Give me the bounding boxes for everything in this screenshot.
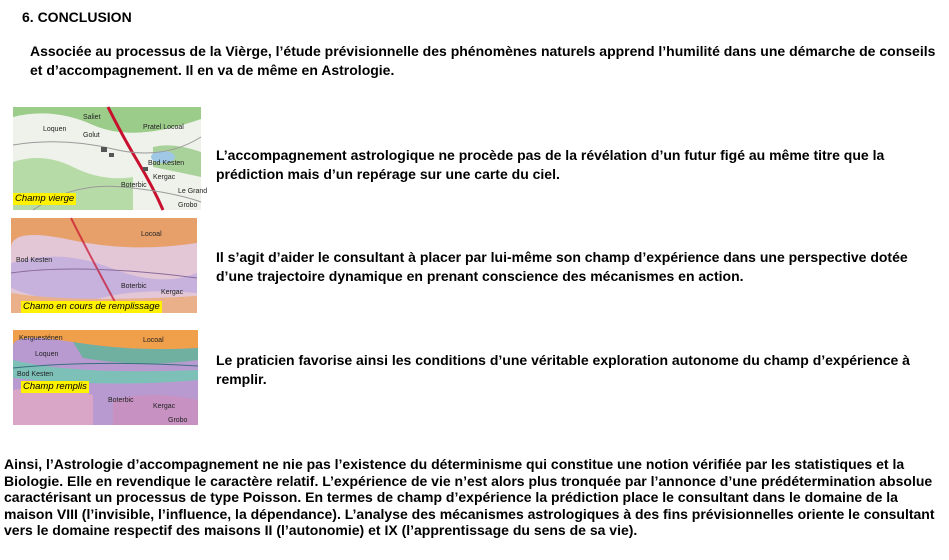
paragraph-filled-field: Le praticien favorise ainsi les conditions d’une véritable exploration autonome du champ d’expérience à remplir. bbox=[216, 352, 910, 387]
map-label: Boterbic bbox=[121, 182, 147, 189]
map-blank-field bbox=[13, 107, 208, 210]
map-label: Bod Kesten bbox=[148, 160, 185, 167]
map-label: Locoal bbox=[143, 337, 164, 344]
map-label: Loquen bbox=[35, 351, 59, 358]
section-heading: 6. CONCLUSION bbox=[22, 9, 132, 25]
map-caption: Chamo en cours de remplissage bbox=[23, 301, 160, 312]
map-filling-field bbox=[11, 218, 197, 313]
map-label: Le Grand bbox=[178, 188, 208, 195]
map-label: Loquen bbox=[43, 126, 67, 133]
paragraph-filling-field: Il s’agit d’aider le consultant à placer par lui-même son champ d’expérience dans une perspective dotée d’une trajectoire dynamique en prenant conscience des mécanismes en action. bbox=[216, 249, 908, 284]
conclusion-paragraph: Ainsi, l’Astrologie d’accompagnement ne nie pas l’existence du déterminisme qui constitue une notion vérifiée par les statistiques et la Biologie. Elle en revendique le caractère relatif. L’expérience de vie n’est alors plus tronquée par l’annonce d’une prédétermination absolue caractérisant un processus de type Poisson. En termes de champ d’expérience la prédiction place le consultant dans le domaine de la maison VIII (l’invisible, l’influence, la dépendance). L’analyse des mécanismes astrologiques à des fins prévisionnelles oriente le consultant vers le domaine respectif des maisons II (l’autonomie) et IX (l’apprentissage du sens de sa vie). bbox=[4, 456, 935, 538]
map-label: Locoal bbox=[141, 231, 162, 238]
paragraph-blank-field: L’accompagnement astrologique ne procède pas de la révélation d’un futur figé au même titre que la prédiction mais d’un repérage sur une carte du ciel. bbox=[216, 147, 885, 182]
map-filled-image bbox=[13, 330, 198, 425]
map-caption: Champ remplis bbox=[23, 381, 87, 392]
map-label: Kergac bbox=[161, 289, 184, 296]
map-filled-field bbox=[13, 330, 198, 425]
map-label: Kerguesténen bbox=[19, 335, 63, 342]
map-label: Boterbic bbox=[108, 397, 134, 404]
map-label: Saliet bbox=[83, 114, 101, 121]
intro-paragraph: Associée au processus de la Vièrge, l’étude prévisionnelle des phénomènes naturels apprend l’humilité dans une démarche de conseils et d’accompagnement. Il en va de même en Astrologie. bbox=[30, 43, 936, 78]
map-label: Pratel Locoal bbox=[143, 124, 184, 131]
map-label: Bod Kesten bbox=[17, 371, 54, 378]
map-filling-image bbox=[11, 218, 197, 313]
map-label: Kergac bbox=[153, 174, 176, 181]
map-label: Kergac bbox=[153, 403, 176, 410]
map-label: Grobo bbox=[178, 202, 198, 209]
map-label: Boterbic bbox=[121, 283, 147, 290]
map-label: Grobo bbox=[168, 417, 188, 424]
map-caption: Champ vierge bbox=[15, 193, 75, 204]
map-label: Golut bbox=[83, 132, 100, 139]
map-label: Bod Kesten bbox=[16, 257, 53, 264]
